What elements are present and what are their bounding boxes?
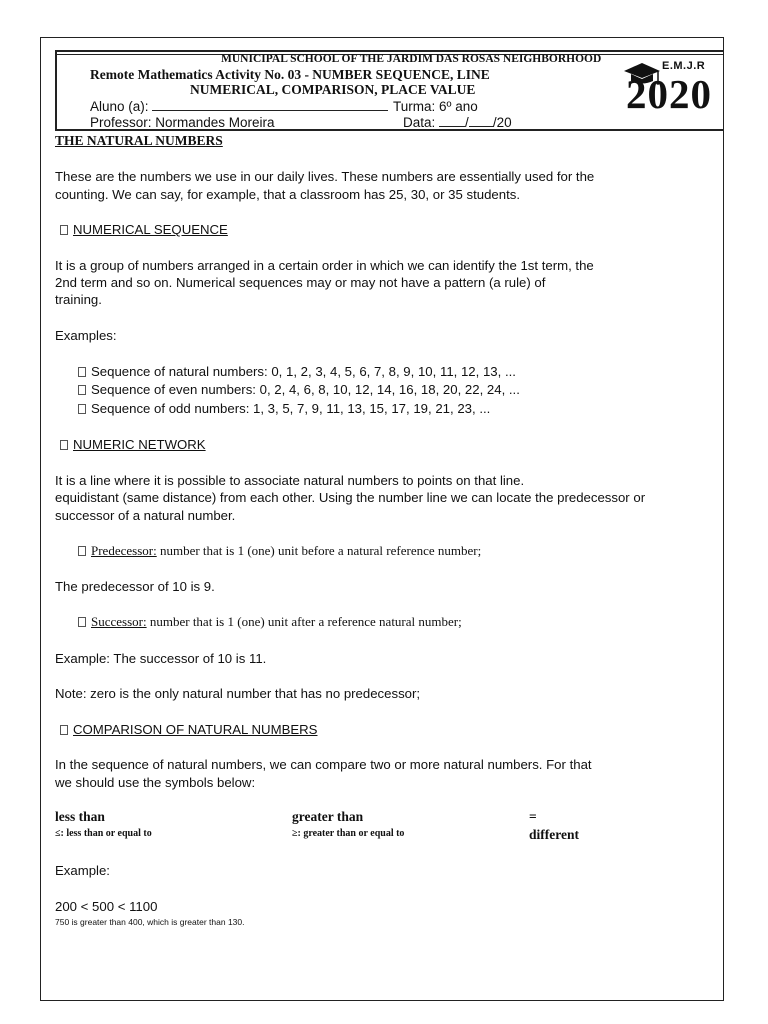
activity-title-line1: Remote Mathematics Activity No. 03 - NUMBER SEQUENCE, LINE xyxy=(90,67,490,82)
symbol-less-equal: ≤: less than or equal to xyxy=(55,828,152,839)
section-title-natural: THE NATURAL NUMBERS xyxy=(55,133,223,148)
comparison-line1: In the sequence of natural numbers, we can compare two or more natural numbers. For that xyxy=(55,757,592,772)
successor-def: number that is 1 (one) unit after a reference natural number; xyxy=(146,614,462,629)
predecessor-term: Predecessor: xyxy=(91,543,157,558)
successor-definition xyxy=(78,614,462,630)
checkbox-bullet-icon xyxy=(78,546,86,556)
date-label: Data: xyxy=(403,115,436,130)
examples-label: Examples: xyxy=(55,328,117,343)
checkbox-bullet-icon xyxy=(78,385,86,395)
checkbox-bullet-icon xyxy=(78,367,86,377)
sequence-heading xyxy=(60,221,236,239)
student-field[interactable] xyxy=(90,99,388,114)
checkbox-bullet-icon xyxy=(60,725,68,735)
symbol-different: different xyxy=(529,827,579,842)
example-odd: Sequence of odd numbers: 1, 3, 5, 7, 9, 11, 13, 15, 17, 19, 21, 23, ... xyxy=(91,401,491,416)
example-label: Example: xyxy=(55,863,110,878)
network-line1: It is a line where it is possible to associate natural numbers to points on that line. xyxy=(55,473,525,488)
teacher-label: Professor: Normandes Moreira xyxy=(90,115,275,130)
sequence-line2: 2nd term and so on. Numerical sequences may or may not have a pattern (a rule) of xyxy=(55,275,546,290)
symbol-equal: = xyxy=(529,809,537,824)
list-item xyxy=(78,363,516,381)
symbol-less-than: less than xyxy=(55,809,105,824)
comparison-heading xyxy=(60,721,345,739)
activity-title-line2: NUMERICAL, COMPARISON, PLACE VALUE xyxy=(190,82,476,97)
symbol-greater-than: greater than xyxy=(292,809,364,824)
school-logo xyxy=(622,58,722,120)
example-note: 750 is greater than 400, which is greater than 130. xyxy=(55,917,245,927)
list-item xyxy=(78,400,490,418)
checkbox-bullet-icon xyxy=(78,404,86,414)
date-year: /20 xyxy=(492,115,512,130)
example-natural: Sequence of natural numbers: 0, 1, 2, 3, 4, 5, 6, 7, 8, 9, 10, 11, 12, 13, ... xyxy=(91,364,516,379)
logo-year: 2020 xyxy=(626,71,712,117)
natural-line1: These are the numbers we use in our daily lives. These numbers are essentially used for the xyxy=(55,169,595,184)
successor-term: Successor: xyxy=(91,614,147,629)
date-month-line[interactable] xyxy=(469,126,493,127)
symbol-greater-equal: ≥: greater than or equal to xyxy=(292,828,405,839)
predecessor-definition xyxy=(78,543,481,559)
checkbox-bullet-icon xyxy=(60,225,68,235)
comparison-line2: we should use the symbols below: xyxy=(55,775,256,790)
student-name-line[interactable] xyxy=(152,110,388,111)
school-name: MUNICIPAL SCHOOL OF THE JARDIM DAS ROSAS NEIGHBORHOOD xyxy=(221,53,602,65)
list-item xyxy=(78,381,520,399)
sequence-heading-text: NUMERICAL SEQUENCE xyxy=(73,222,228,237)
logo-initials: E.M.J.R xyxy=(662,60,706,72)
network-line2: equidistant (same distance) from each other. Using the number line we can locate the predecessor or xyxy=(55,490,646,505)
checkbox-bullet-icon xyxy=(60,440,68,450)
class-label: Turma: 6º ano xyxy=(393,99,478,114)
example-expression: 200 < 500 < 1100 xyxy=(55,899,158,914)
successor-example: Example: The successor of 10 is 11. xyxy=(55,651,267,666)
network-heading xyxy=(60,436,206,454)
student-label: Aluno (a): xyxy=(90,99,149,114)
sequence-line3: training. xyxy=(55,292,102,307)
date-day-line[interactable] xyxy=(439,126,465,127)
example-even: Sequence of even numbers: 0, 2, 4, 6, 8, 10, 12, 14, 16, 18, 20, 22, 24, ... xyxy=(91,382,520,397)
natural-line2: counting. We can say, for example, that a classroom has 25, 30, or 35 students. xyxy=(55,187,520,202)
comparison-heading-text: COMPARISON OF NATURAL NUMBERS xyxy=(73,722,318,737)
predecessor-example: The predecessor of 10 is 9. xyxy=(55,579,215,594)
date-field[interactable] xyxy=(403,115,512,130)
checkbox-bullet-icon xyxy=(78,617,86,627)
sequence-line1: It is a group of numbers arranged in a certain order in which we can identify the 1st term, the xyxy=(55,258,594,273)
network-line3: successor of a natural number. xyxy=(55,508,236,523)
date-separator: / xyxy=(465,115,469,130)
network-heading-text: NUMERIC NETWORK xyxy=(73,437,206,452)
predecessor-note: Note: zero is the only natural number that has no predecessor; xyxy=(55,686,421,701)
predecessor-def: number that is 1 (one) unit before a natural reference number; xyxy=(156,543,482,558)
